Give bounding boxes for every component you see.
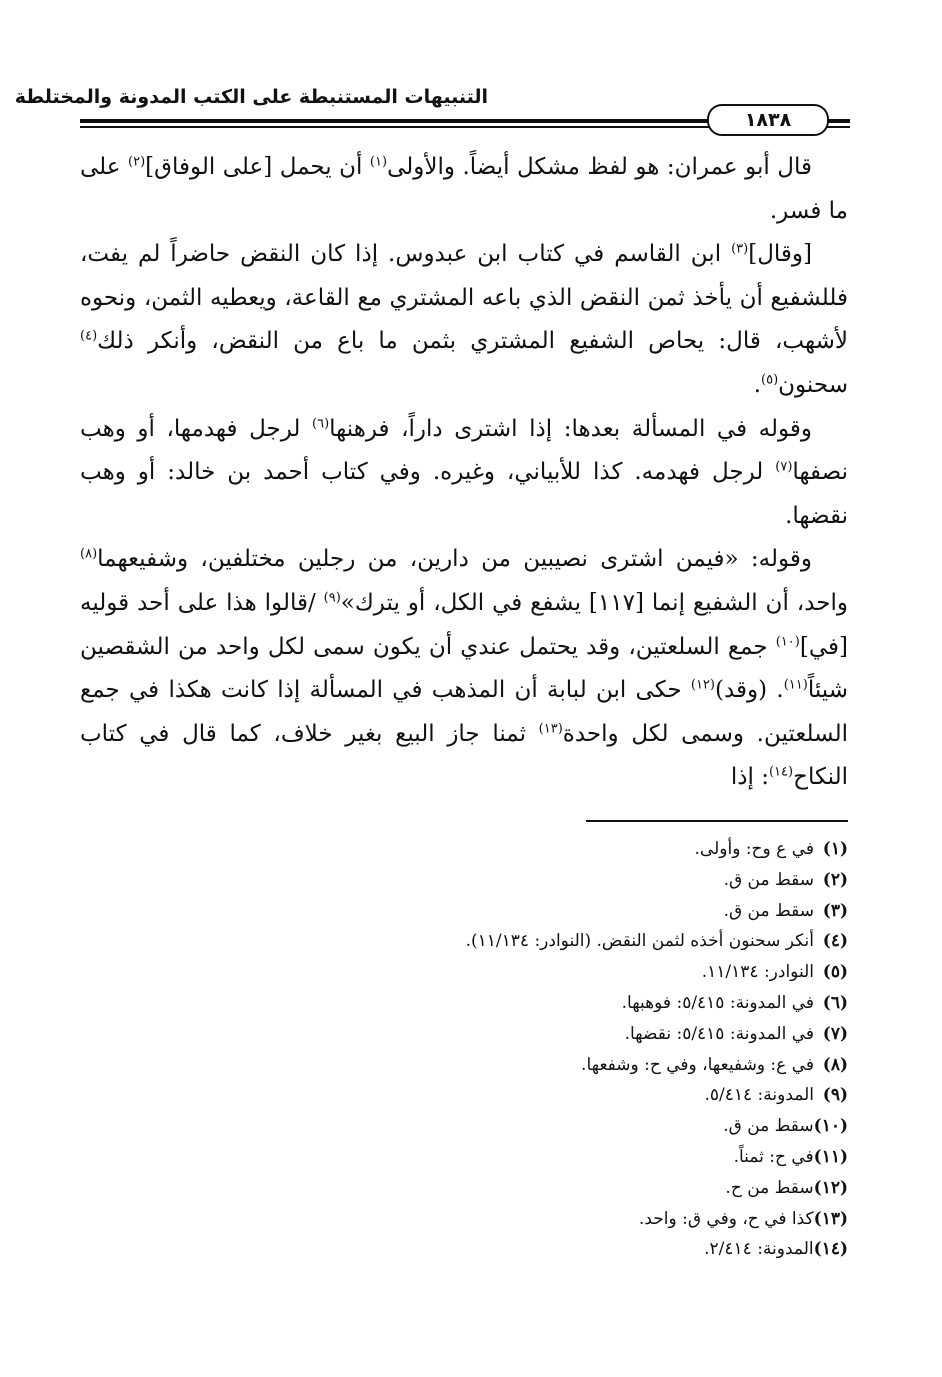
footnote-number: (٧) — [822, 1023, 848, 1044]
footnote — [200, 834, 848, 865]
footnote — [200, 1204, 848, 1235]
text-segment: ابن القاسم في كتاب ابن عبدوس. إذا كان النقض حاضراً لم يفت، فللشفيع أن يأخذ ثمن النقض الذي باعه المشتري مع القاعة، ويعطيه الثمن، ونحوه لأشهب، قال: يحاص الشفيع المشتري بثمن ما باع من النقض، وأنكر ذلك — [80, 241, 848, 355]
footnote-text: سقط من ق. — [723, 1116, 814, 1137]
footnote-text: المدونة: ٥/٤١٤. — [704, 1085, 814, 1106]
footnote — [200, 1050, 848, 1081]
page-number: ١٨٣٨ — [707, 104, 829, 136]
footnote — [200, 988, 848, 1019]
text-segment: وقوله: «فيمن اشترى نصيبين من دارين، من رجلين مختلفين، وشفيعهما — [97, 546, 812, 573]
footnote-marker: (٣) — [731, 241, 749, 257]
text-segment: : إذا — [730, 764, 769, 791]
footnote-text: في ع وح: وأولى. — [694, 839, 814, 859]
footnote-marker: (٥) — [761, 372, 779, 388]
text-segment: ثمنا جاز البيع بغير خلاف، كما قال في كتاب النكاح — [80, 720, 848, 791]
footnote — [200, 1142, 848, 1173]
footnote-number: (١٣) — [813, 1208, 848, 1229]
footnote-number: (٦) — [822, 992, 848, 1013]
footnote-marker: (٨) — [80, 546, 98, 562]
footnote — [200, 1234, 848, 1265]
footnote-number: (١٤) — [813, 1239, 848, 1260]
text-segment: أن يحمل [على الوفاق] — [145, 154, 370, 180]
footnote-number: (١٢) — [813, 1177, 848, 1198]
footnote — [200, 865, 848, 896]
text-segment: /قالوا هذا على أحد قوليه [في] — [80, 589, 848, 660]
text-segment: حكى ابن لبابة أن المذهب في المسألة إذا كانت هكذا في جمع السلعتين. وسمى لكل واحدة — [80, 677, 848, 747]
footnote-text: سقط من ح. — [725, 1177, 814, 1198]
footnote — [200, 896, 848, 927]
footnote-text: في المدونة: ٥/٤١٥: فوهبها. — [621, 992, 814, 1013]
text-segment: لرجل فهدمه. كذا للأبياني، وغيره. وفي كتاب أحمد بن خالد: أو وهب نقضها. — [80, 459, 848, 529]
footnote — [200, 1019, 848, 1050]
footnote-marker: (٧) — [775, 459, 793, 475]
text-segment: واحد، أن الشفيع إنما [١١٧] يشفع في الكل، أو يترك» — [340, 589, 848, 616]
footnote-text: كذا في ح، وفي ق: واحد. — [638, 1208, 814, 1229]
footnote-marker: (٤) — [80, 328, 98, 344]
footnote-number: (١١) — [813, 1146, 848, 1167]
footnote-number: (٣) — [822, 900, 848, 921]
footnotes — [200, 834, 848, 1265]
footnote-text: النوادر: ١١/١٣٤. — [701, 962, 814, 983]
footnote-text: في ع: وشفيعها، وفي ح: وشفعها. — [581, 1054, 814, 1075]
footnote-marker: (١٣) — [538, 721, 563, 737]
footnote — [200, 926, 848, 957]
footnote-text: أنكر سحنون أخذه لثمن النقض. (النوادر: ١١/١٣٤). — [465, 931, 814, 952]
footnote-number: (٨) — [822, 1054, 848, 1075]
footnote-marker: (١٢) — [690, 677, 715, 693]
footnote — [200, 1173, 848, 1204]
text-segment: [وقال] — [748, 241, 812, 268]
paragraph — [80, 538, 848, 800]
footnote-text: سقط من ق. — [723, 900, 814, 921]
footnote-number: (١) — [822, 839, 848, 859]
text-segment: قال أبو عمران: هو لفظ مشكل أيضاً. والأولى — [387, 154, 812, 180]
footnote — [200, 957, 848, 988]
footnote-marker: (١١) — [783, 677, 808, 693]
footnote-number: (٤) — [822, 931, 848, 952]
footnote-number: (٢) — [822, 869, 848, 890]
running-title: التنبيهات المستنبطة على الكتب المدونة والمختلطة — [14, 86, 488, 108]
footnote-text: المدونة: ٢/٤١٤. — [704, 1239, 814, 1260]
text-segment: وقوله في المسألة بعدها: إذا اشترى داراً، فرهنها — [329, 415, 812, 442]
footnote-text: في ح: ثمناً. — [733, 1146, 814, 1167]
footnote — [200, 1080, 848, 1111]
footnote-marker: (٩) — [323, 590, 341, 606]
text-segment: . (وقد) — [715, 677, 784, 704]
footnote-text: سقط من ق. — [723, 869, 814, 890]
footnote-separator — [586, 820, 848, 822]
footnote-marker: (١٠) — [775, 633, 800, 649]
footnote-text: في المدونة: ٥/٤١٥: نقضها. — [624, 1023, 814, 1044]
text-segment: على ما فسر. — [80, 154, 848, 224]
footnote-number: (٥) — [822, 962, 848, 983]
text-segment: لرجل فهدمها، أو وهب نصفها — [80, 415, 848, 486]
footnote-marker: (١) — [369, 154, 388, 170]
paragraph — [80, 408, 848, 539]
text-segment: جمع السلعتين، وقد يحتمل عندي أن يكون سمى لكل واحد من الشقصين شيئاً — [80, 633, 848, 704]
footnote — [200, 1111, 848, 1142]
text-segment: . — [753, 371, 762, 398]
footnote-marker: (٢) — [128, 154, 146, 170]
footnote-number: (١٠) — [813, 1116, 848, 1137]
footnote-number: (٩) — [822, 1085, 848, 1106]
paragraph — [80, 233, 848, 407]
footnote-marker: (٦) — [312, 415, 330, 431]
main-text — [80, 146, 848, 800]
paragraph — [80, 146, 848, 233]
text-segment: سحنون — [778, 371, 848, 398]
footnote-marker: (١٤) — [768, 764, 794, 780]
